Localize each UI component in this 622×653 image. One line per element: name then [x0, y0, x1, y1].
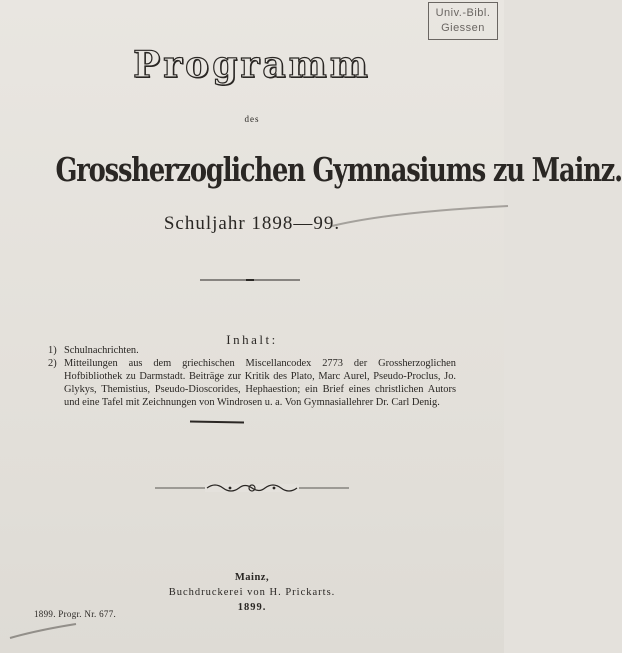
list-item [48, 344, 456, 357]
divider-rule [200, 279, 300, 281]
imprint-year: 1899. [237, 602, 267, 613]
list-item [48, 357, 456, 409]
ornament-divider-icon [155, 480, 349, 496]
imprint-printer: Buchdruckerei von H. Prickarts. [168, 587, 336, 598]
item-text: Mitteilungen aus dem griechischen Miscellancodex 2773 der Grossherzoglichen Hofbibliothek zu Darmstadt. Beiträge zur Kritik des Plato, Marc Aurel, Pseudo-Proclus, Jo. Glykys, Themistius, Pseudo-Dioscorides, Hephaestion; ein Brief eines christlichen Autors und eine Tafel mit Zeichnungen von Windrosen u. a. Von Gymnasiallehrer Dr. Carl Denig. [64, 358, 456, 408]
pencil-mark-icon [8, 620, 78, 640]
library-stamp [428, 2, 498, 40]
school-name: Grossherzoglichen Gymnasiums zu Mainz. [55, 150, 622, 189]
stamp-line-2: Giessen [441, 22, 485, 34]
item-number: 2) [48, 358, 57, 369]
catalog-reference: 1899. Progr. Nr. 677. [34, 609, 117, 619]
imprint-place: Mainz, [234, 572, 270, 583]
author-underline [190, 421, 244, 424]
document-title: Programm [133, 44, 371, 86]
contents-heading: Inhalt: [226, 332, 278, 347]
connector-word: des [244, 114, 260, 124]
item-number: 1) [48, 345, 57, 356]
school-year: Schuljahr 1898—99. [163, 213, 341, 234]
contents-list [48, 344, 456, 409]
item-text: Schulnachrichten. [64, 345, 139, 356]
stamp-line-1: Univ.-Bibl. [435, 7, 491, 19]
